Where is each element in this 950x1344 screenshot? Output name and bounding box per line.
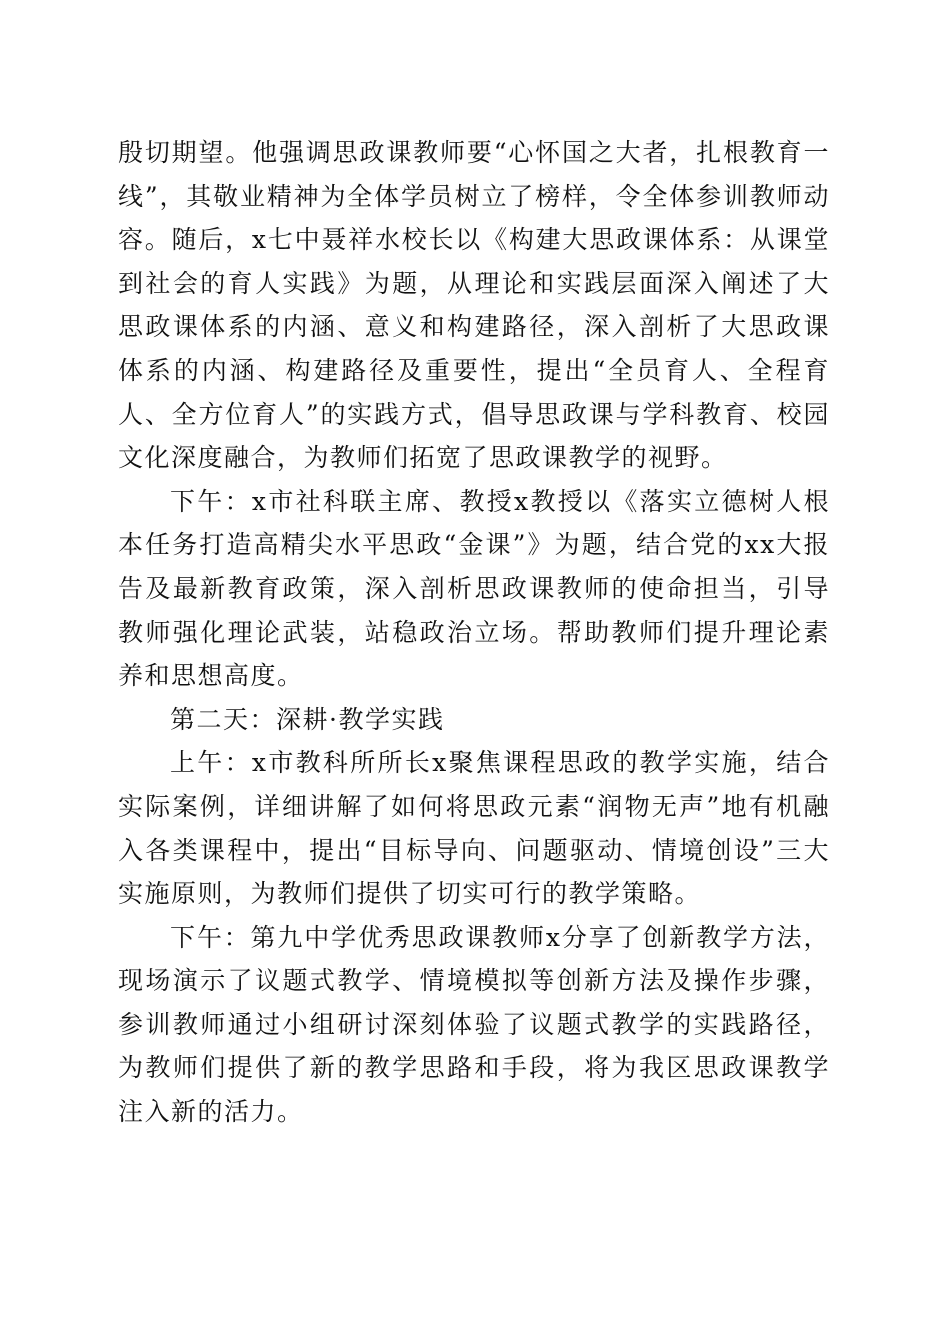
paragraph-continuation: 殷切期望。他强调思政课教师要“心怀国之大者，扎根教育一线”，其敬业精神为全体学员树立了榜样，令全体参训教师动容。随后，x七中聂祥水校长以《构建大思政课体系：从课堂到社会的育人实践》为题，从理论和实践层面深入阐述了大思政课体系的内涵、意义和构建路径，深入剖析了大思政课体系的内涵、构建路径及重要性，提出“全员育人、全程育人、全方位育人”的实践方式，倡导思政课与学科教育、校园文化深度融合，为教师们拓宽了思政课教学的视野。 (118, 138, 830, 473)
paragraph-morning-day2: 上午：x市教科所所长x聚焦课程思政的教学实施，结合实际案例，详细讲解了如何将思政元素“润物无声”地有机融入各类课程中，提出“目标导向、问题驱动、情境创设”三大实施原则，为教师们提供了切实可行的教学策略。 (118, 748, 830, 909)
section-heading-day2: 第二天：深耕·教学实践 (170, 704, 445, 734)
paragraph-afternoon-day1: 下午：x市社科联主席、教授x教授以《落实立德树人根本任务打造高精尖水平思政“金课”》为题，结合党的xx大报告及最新教育政策，深入剖析思政课教师的使命担当，引导教师强化理论武装，站稳政治立场。帮助教师们提升理论素养和思想高度。 (118, 486, 830, 691)
paragraph-afternoon-day2: 下午：第九中学优秀思政课教师x分享了创新教学方法，现场演示了议题式教学、情境模拟等创新方法及操作步骤，参训教师通过小组研讨深刻体验了议题式教学的实践路径，为教师们提供了新的教学思路和手段，将为我区思政课教学注入新的活力。 (118, 922, 830, 1127)
document-body (118, 131, 830, 1134)
